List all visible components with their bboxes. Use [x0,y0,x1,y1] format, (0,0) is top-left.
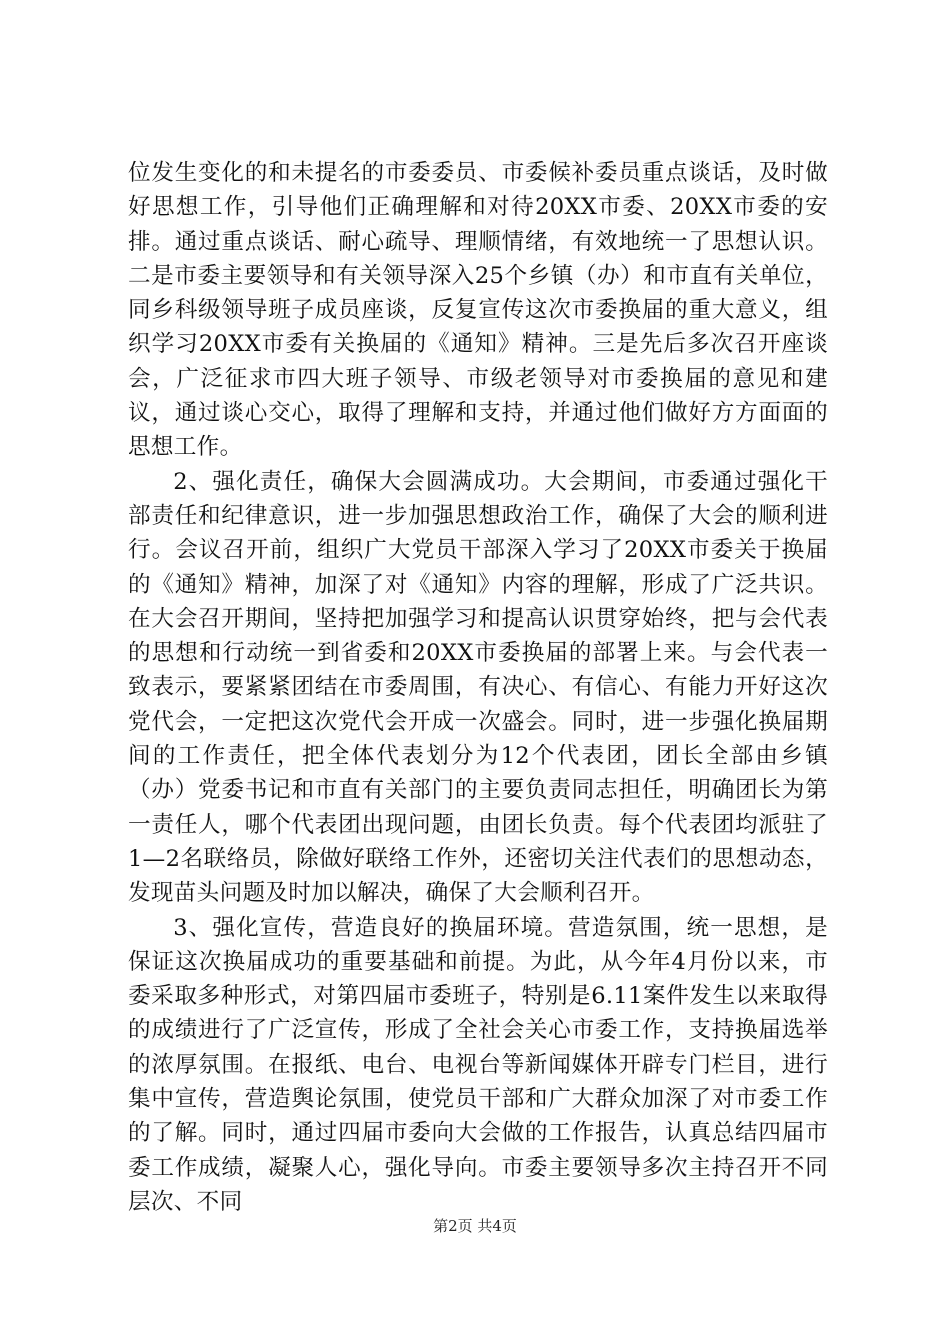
paragraph-1: 位发生变化的和未提名的市委委员、市委候补委员重点谈话，及时做好思想工作，引导他们正确理解和对待20XX市委、20XX市委的安排。通过重点谈话、耐心疏导、理顺情绪，有效地统一了思想认识。二是市委主要领导和有关领导深入25个乡镇（办）和市直有关单位，同乡科级领导班子成员座谈，反复宣传这次市委换届的重大意义，组织学习20XX市委有关换届的《通知》精神。三是先后多次召开座谈会，广泛征求市四大班子领导、市级老领导对市委换届的意见和建议，通过谈心交心，取得了理解和支持，并通过他们做好方方面面的思想工作。 [128,160,828,461]
document-body [128,156,828,1219]
page-number-footer: 第2页 共4页 [433,1217,517,1235]
paragraph-2: 2、强化责任，确保大会圆满成功。大会期间，市委通过强化干部责任和纪律意识，进一步加强思想政治工作，确保了大会的顺利进行。会议召开前，组织广大党员干部深入学习了20XX市委关于换届的《通知》精神，加深了对《通知》内容的理解，形成了广泛共识。在大会召开期间，坚持把加强学习和提高认识贯穿始终，把与会代表的思想和行动统一到省委和20XX市委换届的部署上来。与会代表一致表示，要紧紧团结在市委周围，有决心、有信心、有能力开好这次党代会，一定把这次党代会开成一次盛会。同时，进一步强化换届期间的工作责任，把全体代表划分为12个代表团，团长全部由乡镇（办）党委书记和市直有关部门的主要负责同志担任，明确团长为第一责任人，哪个代表团出现问题，由团长负责。每个代表团均派驻了1—2名联络员，除做好联络工作外，还密切关注代表们的思想动态，发现苗头问题及时加以解决，确保了大会顺利召开。 [128,468,828,907]
paragraph-3: 3、强化宣传，营造良好的换届环境。营造氛围，统一思想，是保证这次换届成功的重要基础和前提。为此，从今年4月份以来，市委采取多种形式，对第四届市委班子，特别是6.11案件发生以来取得的成绩进行了广泛宣传，形成了全社会关心市委工作，支持换届选举的浓厚氛围。在报纸、电台、电视台等新闻媒体开辟专门栏目，进行集中宣传，营造舆论氛围，使党员干部和广大群众加深了对市委工作的了解。同时，通过四届市委向大会做的工作报告，认真总结四届市委工作成绩，凝聚人心，强化导向。市委主要领导多次主持召开不同层次、不同 [128,914,828,1215]
